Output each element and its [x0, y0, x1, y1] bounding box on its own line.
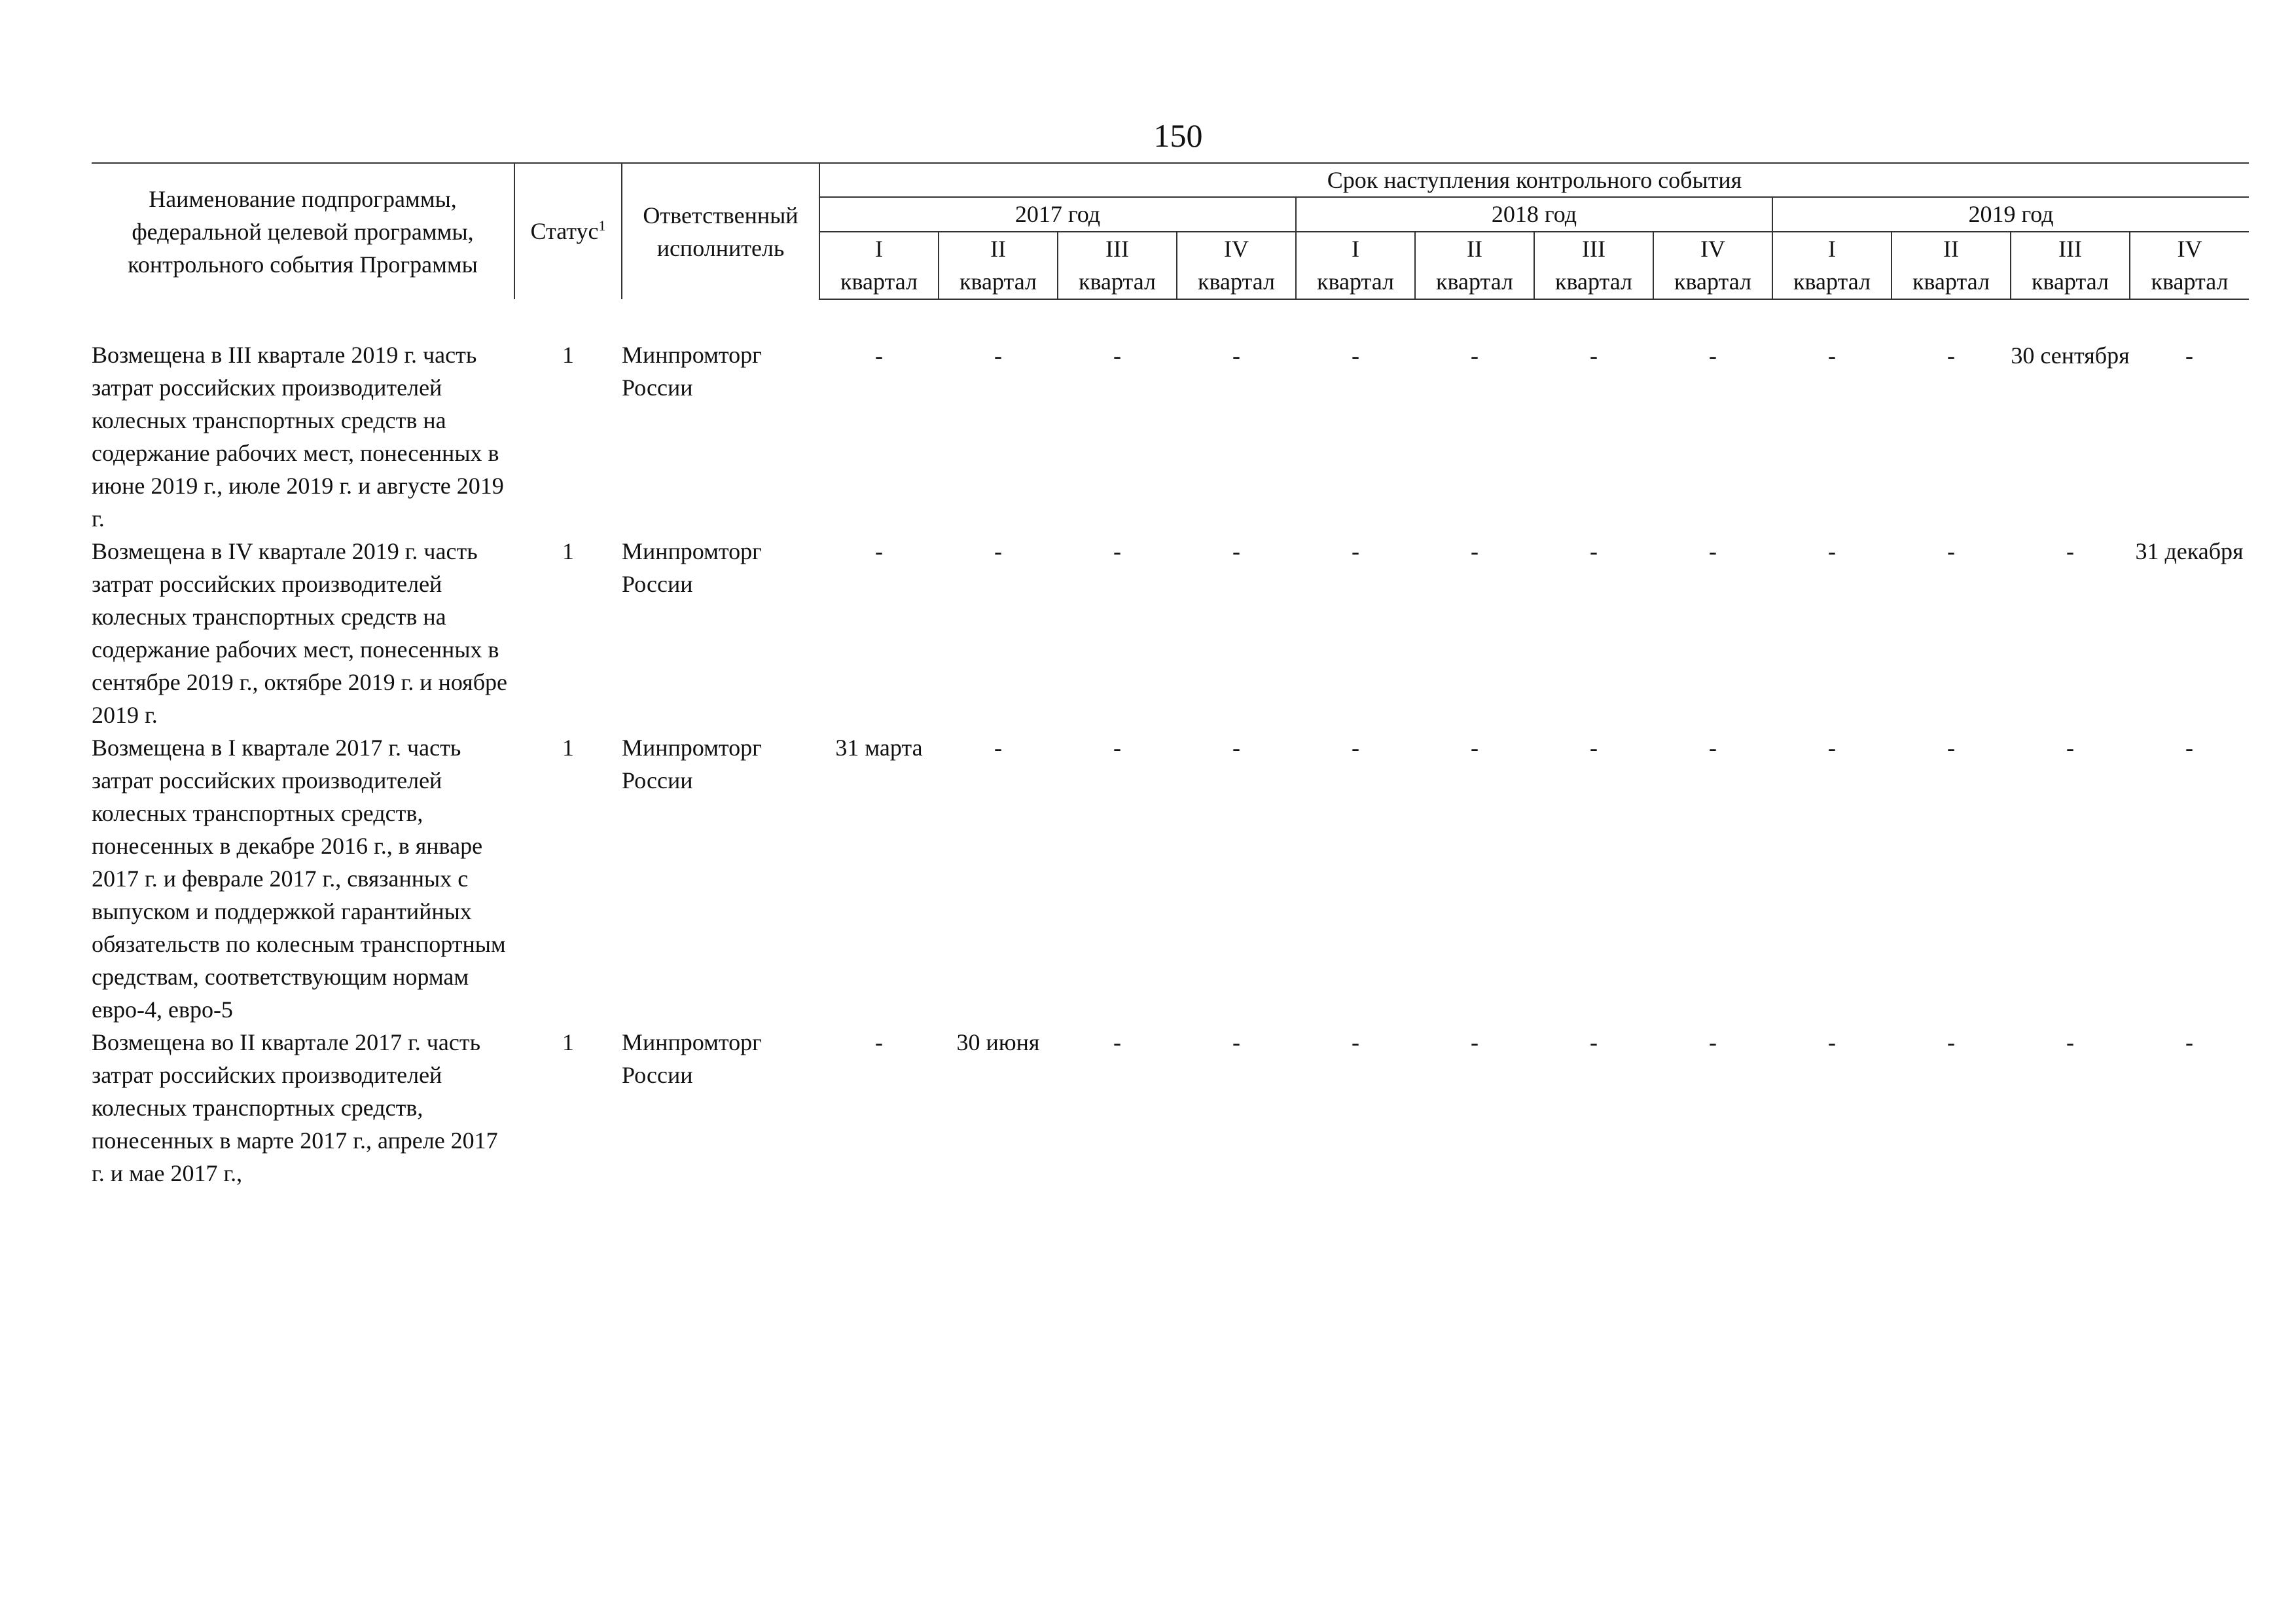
quarter-cell: -: [1947, 735, 1955, 761]
quarter-cell: -: [1590, 342, 1598, 369]
quarter-cell: -: [1709, 735, 1717, 761]
quarter-cell: -: [1471, 342, 1479, 369]
year-2018-header: 2018 год: [1296, 197, 1772, 231]
quarter-header-2019-2: II: [1892, 232, 2011, 265]
quarter-cell: -: [1471, 1029, 1479, 1056]
table-body: [92, 299, 2249, 1190]
quarter-header-2018-3: III: [1534, 232, 1653, 265]
deadline-group-header: Срок наступления контрольного события: [819, 163, 2249, 197]
quarter-cell: -: [994, 735, 1002, 761]
quarter-cell: -: [1232, 1029, 1240, 1056]
quarter-header-2017-4: IV: [1177, 232, 1296, 265]
quarter-word-2018-1: квартал: [1296, 265, 1415, 299]
event-status: 1: [562, 735, 574, 761]
quarter-word-2017-1: квартал: [819, 265, 939, 299]
quarter-word-2017-4: квартал: [1177, 265, 1296, 299]
year-2017-header: 2017 год: [819, 197, 1296, 231]
quarter-word-2018-4: квартал: [1653, 265, 1772, 299]
quarter-cell: -: [1709, 1029, 1717, 1056]
status-column-header: [514, 163, 622, 299]
quarter-cell: -: [2185, 1029, 2194, 1056]
quarter-cell: -: [1709, 342, 1717, 369]
quarter-cell: -: [1947, 1029, 1955, 1056]
quarter-cell: -: [1471, 538, 1479, 565]
quarter-cell: -: [1471, 735, 1479, 761]
quarter-word-2018-2: квартал: [1415, 265, 1534, 299]
quarter-cell: -: [2066, 735, 2074, 761]
quarter-word-2018-3: квартал: [1534, 265, 1653, 299]
event-executor: Минпромторг России: [622, 538, 762, 598]
event-status: 1: [562, 342, 574, 369]
quarter-cell: -: [1113, 735, 1121, 761]
quarter-cell: -: [2066, 1029, 2074, 1056]
quarter-cell: -: [1232, 342, 1240, 369]
quarter-header-2017-2: II: [939, 232, 1058, 265]
quarter-cell: -: [1352, 735, 1359, 761]
quarter-cell: -: [875, 1029, 883, 1056]
event-executor: Минпромторг России: [622, 342, 762, 401]
quarter-header-2019-1: I: [1772, 232, 1892, 265]
table-header: [92, 163, 2249, 299]
quarter-cell: -: [1828, 538, 1836, 565]
quarter-cell: -: [1947, 342, 1955, 369]
quarter-header-2019-4: IV: [2130, 232, 2249, 265]
quarter-cell: -: [1828, 342, 1836, 369]
name-column-header: Наименование подпрограммы, федеральной целевой программы, контрольного события Программы: [92, 163, 514, 299]
status-footnote-mark: 1: [598, 217, 606, 234]
year-2019-header: 2019 год: [1772, 197, 2249, 231]
quarter-cell: -: [1590, 735, 1598, 761]
event-name: Возмещена в III квартале 2019 г. часть затрат российских производителей колесных транспортных средств на содержание рабочих мест, понесенных в июне 2019 г., июле 2019 г. и августе 2019 г.: [92, 342, 504, 532]
quarter-cell: -: [1709, 538, 1717, 565]
quarter-cell: -: [1352, 342, 1359, 369]
quarter-cell: -: [1232, 735, 1240, 761]
quarter-cell: -: [1947, 538, 1955, 565]
table-row: [92, 535, 2249, 731]
table-row: [92, 299, 2249, 535]
quarter-cell: 31 марта: [835, 735, 923, 761]
page-number: 150: [1153, 117, 1203, 154]
event-name: Возмещена во II квартале 2017 г. часть затрат российских производителей колесных транспортных средств, понесенных в марте 2017 г., апреле 2017 г. и мае 2017 г.,: [92, 1029, 498, 1187]
executor-column-header: Ответственный исполнитель: [622, 163, 819, 299]
quarter-cell: -: [1590, 538, 1598, 565]
quarter-cell: 30 сентября: [2011, 342, 2130, 369]
quarter-header-2018-1: I: [1296, 232, 1415, 265]
quarter-header-2017-1: I: [819, 232, 939, 265]
quarter-cell: -: [1232, 538, 1240, 565]
quarter-cell: -: [1590, 1029, 1598, 1056]
event-name: Возмещена в IV квартале 2019 г. часть затрат российских производителей колесных транспортных средств на содержание рабочих мест, понесенных в сентябре 2019 г., октябре 2019 г. и ноябре 2019 г.: [92, 538, 508, 729]
event-executor: Минпромторг России: [622, 1029, 762, 1089]
event-status: 1: [562, 1029, 574, 1056]
quarter-cell: -: [2066, 538, 2074, 565]
quarter-word-2019-4: квартал: [2130, 265, 2249, 299]
quarter-cell: -: [1828, 1029, 1836, 1056]
quarter-cell: 31 декабря: [2135, 538, 2244, 565]
quarter-cell: -: [1352, 1029, 1359, 1056]
quarter-cell: -: [1828, 735, 1836, 761]
quarter-cell: -: [1113, 1029, 1121, 1056]
quarter-header-2019-3: III: [2011, 232, 2130, 265]
quarter-cell: -: [1352, 538, 1359, 565]
quarter-cell: -: [2185, 735, 2194, 761]
quarter-word-2019-2: квартал: [1892, 265, 2011, 299]
quarter-cell: -: [1113, 342, 1121, 369]
quarter-cell: -: [994, 538, 1002, 565]
quarter-header-2018-2: II: [1415, 232, 1534, 265]
quarter-word-2017-3: квартал: [1058, 265, 1177, 299]
event-name: Возмещена в I квартале 2017 г. часть затрат российских производителей колесных транспортных средств, понесенных в декабре 2016 г., в январе 2017 г. и феврале 2017 г., связанных с выпуском и поддержкой гарантийных обязательств по колесным транспортным средствам, соответствующим нормам евро-4, евро-5: [92, 735, 506, 1023]
event-executor: Минпромторг России: [622, 735, 762, 794]
quarter-cell: -: [2185, 342, 2194, 369]
quarter-word-2019-1: квартал: [1772, 265, 1892, 299]
quarter-header-2018-4: IV: [1653, 232, 1772, 265]
quarter-cell: -: [875, 538, 883, 565]
quarter-cell: -: [875, 342, 883, 369]
quarter-word-2019-3: квартал: [2011, 265, 2130, 299]
quarter-word-2017-2: квартал: [939, 265, 1058, 299]
table-row: [92, 731, 2249, 1026]
table-row: [92, 1026, 2249, 1190]
quarter-cell: -: [1113, 538, 1121, 565]
quarter-cell: 30 июня: [956, 1029, 1040, 1056]
control-events-table: [92, 162, 2249, 1190]
status-column-label: Статус: [530, 218, 599, 245]
quarter-header-2017-3: III: [1058, 232, 1177, 265]
quarter-cell: -: [994, 342, 1002, 369]
event-status: 1: [562, 538, 574, 565]
